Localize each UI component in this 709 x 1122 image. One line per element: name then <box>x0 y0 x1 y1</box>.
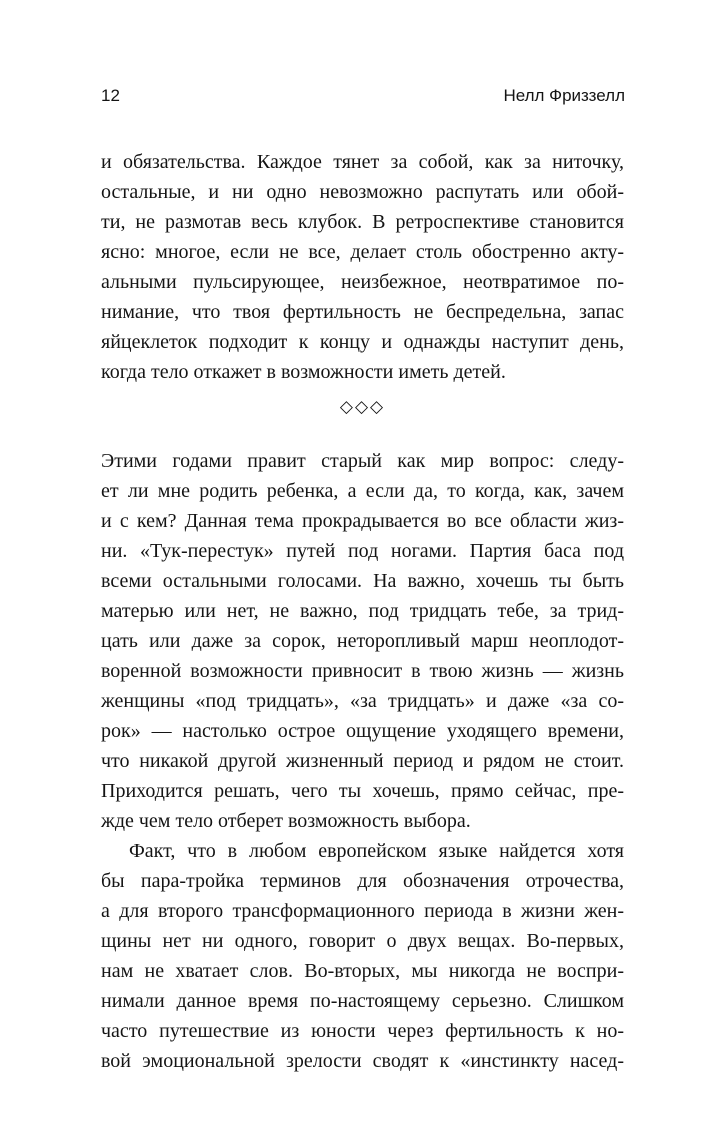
text-line: воренной возможности привносит в твою жизнь — жизнь <box>101 660 624 682</box>
text-line: яйцеклеток подходит к концу и однажды наступит день, <box>101 331 624 353</box>
text-line: Приходится решать, чего ты хочешь, прямо сейчас, пре- <box>101 780 624 802</box>
text-line: остальные, и ни одно невозможно распутать или обой- <box>101 181 624 203</box>
text-line: ясно: многое, если не все, делает столь обостренно акту- <box>101 241 624 263</box>
text-line: бы пара-тройка терминов для обозначения отрочества, <box>101 870 624 892</box>
text-line: рок» — настолько острое ощущение уходящего времени, <box>101 720 624 742</box>
text-line: нам не хватает слов. Во-вторых, мы никогда не воспри- <box>101 960 624 982</box>
text-line: ти, не размотав весь клубок. В ретроспективе становится <box>101 211 624 233</box>
section-body <box>101 446 624 1076</box>
text-line: жде чем тело отберет возможность выбора. <box>101 810 471 832</box>
text-line: ни. «Тук-перестук» путей под ногами. Партия баса под <box>101 540 624 562</box>
text-line: когда тело откажет в возможности иметь детей. <box>101 361 506 383</box>
running-head-author: Нелл Фриззелл <box>503 86 625 105</box>
paragraph-continued <box>101 147 624 387</box>
text-line: и с кем? Данная тема прокрадывается во все области жиз- <box>101 510 624 532</box>
text-line: вой эмоциональной зрелости сводят к «инстинкту насед- <box>101 1050 624 1072</box>
text-line: женщины «под тридцать», «за тридцать» и даже «за со- <box>101 690 624 712</box>
text-line: часто путешествие из юности через фертильность к но- <box>101 1020 624 1042</box>
page-number: 12 <box>101 86 120 105</box>
text-line: что никакой другой жизненный период и рядом не стоит. <box>101 750 624 772</box>
text-line: ет ли мне родить ребенка, а если да, то когда, как, зачем <box>101 480 624 502</box>
text-line: а для второго трансформационного периода в жизни жен- <box>101 900 624 922</box>
text-line: матерью или нет, не важно, под тридцать тебе, за трид- <box>101 600 624 622</box>
text-line: нимание, что твоя фертильность не беспредельна, запас <box>101 301 624 323</box>
text-line: Этими годами правит старый как мир вопрос: следу- <box>101 450 624 472</box>
text-line: нимали данное время по-настоящему серьезно. Слишком <box>101 990 624 1012</box>
section-separator: ◇◇◇ <box>339 397 386 417</box>
paragraph <box>101 446 624 836</box>
text-line: альными пульсирующее, неизбежное, неотвратимое по- <box>101 271 624 293</box>
text-line: и обязательства. Каждое тянет за собой, как за ниточку, <box>101 151 624 173</box>
text-line: всеми остальными голосами. На важно, хочешь ты быть <box>101 570 624 592</box>
text-line: цать или даже за сорок, неторопливый марш неоплодот- <box>101 630 624 652</box>
text-line: Факт, что в любом европейском языке найдется хотя <box>129 840 624 862</box>
text-line: щины нет ни одного, говорит о двух вещах. Во-первых, <box>101 930 624 952</box>
paragraph <box>101 836 624 1076</box>
